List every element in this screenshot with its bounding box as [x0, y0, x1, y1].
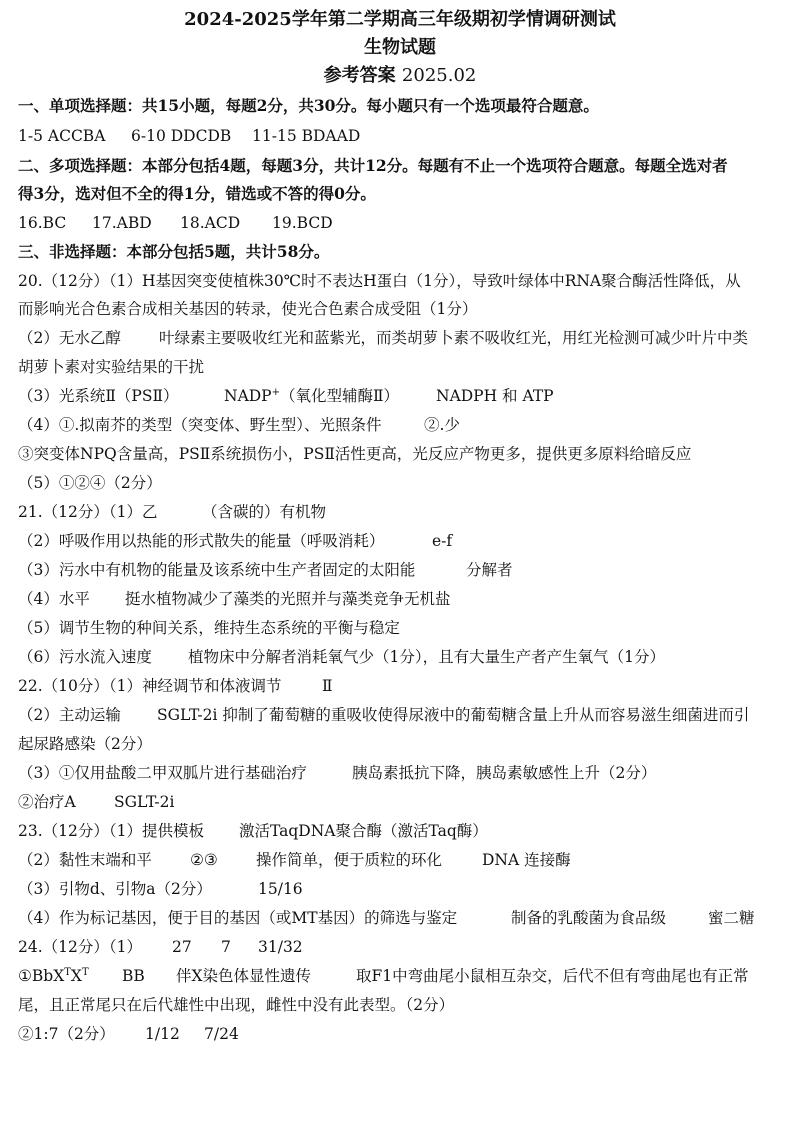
- section2-heading-line2: 得3分，选对但不全的得1分，错选或不答的得0分。: [18, 184, 376, 203]
- q24-part1-answer-b: 27: [172, 938, 192, 956]
- q23-part1-answer-a: 23.（12分）（1）提供模板: [18, 822, 204, 840]
- section2-answer-16: 16.BC: [18, 214, 67, 232]
- q23-part3-answer-a: （3）引物d、引物a（2分）: [18, 880, 212, 898]
- q21-part4-answer-a: （4）水平: [18, 590, 90, 608]
- document-subtitle: 生物试题: [364, 37, 436, 58]
- section1-answer-6-10: 6-10 DDCDB: [131, 127, 232, 145]
- q24-part3-answer-b: 1/12: [145, 1025, 180, 1043]
- q20-part2-answer-b: 叶绿素主要吸收红光和蓝紫光，而类胡萝卜素不吸收红光，用红光检测可减少叶片中类: [159, 329, 749, 347]
- q24-part3-answer-c: 7/24: [204, 1025, 239, 1043]
- section1-answer-1-5: 1-5 ACCBA: [18, 127, 106, 145]
- q23-part2-answer-b: ②③: [190, 851, 218, 869]
- q21-part1-answer-b: （含碳的）有机物: [202, 503, 327, 521]
- section1-heading: 一、单项选择题：共15小题，每题2分，共30分。每小题只有一个选项最符合题意。: [18, 96, 599, 115]
- q24-part2-answer-b: BB: [122, 967, 145, 985]
- q22-part4-answer-b: SGLT-2i: [114, 793, 175, 811]
- q24-part2-genotype: [18, 966, 89, 986]
- q23-part3-answer-b: 15/16: [258, 880, 303, 898]
- q22-part3-answer-b: 胰岛素抵抗下降，胰岛素敏感性上升（2分）: [352, 764, 657, 782]
- answer-key-heading: [0, 66, 800, 86]
- q24-part1-answer-a: 24.（12分）（1）: [18, 938, 142, 956]
- answer-key-label: 参考答案: [323, 65, 396, 86]
- q21-part6-answer-a: （6）污水流入速度: [18, 648, 152, 666]
- q21-part2-answer-a: （2）呼吸作用以热能的形式散失的能量（呼吸消耗）: [18, 532, 385, 550]
- q21-part3-answer-a: （3）污水中有机物的能量及该系统中生产者固定的太阳能: [18, 561, 416, 579]
- section2-answer-18: 18.ACD: [180, 214, 241, 232]
- q24-part2-answer-c: 伴X染色体显性遗传: [176, 967, 312, 985]
- q23-part4-answer-c: 蜜二糖: [708, 909, 755, 927]
- q22-part2-answer-a: （2）主动运输: [18, 706, 121, 724]
- q20-part2-answer-a: （2）无水乙醇: [18, 329, 121, 347]
- section3-heading: 三、非选择题：本部分包括5题，共计58分。: [18, 242, 330, 261]
- q22-part4-answer-a: ②治疗A: [18, 793, 76, 811]
- q23-part2-answer-d: DNA 连接酶: [482, 851, 571, 869]
- q21-part2-answer-b: e-f: [432, 532, 453, 550]
- q21-part1-answer-a: 21.（12分）（1）乙: [18, 503, 158, 521]
- q24-part3-answer-a: ②1:7（2分）: [18, 1025, 115, 1043]
- q20-part4-answer-b: ②.少: [424, 416, 460, 434]
- nadp-note: （氧化型辅酶Ⅱ）: [280, 387, 400, 405]
- genotype-superscript-1: T: [64, 967, 71, 978]
- q24-part2-answer-d: 取F1中弯曲尾小鼠相互杂交，后代不但有弯曲尾也有正常: [356, 967, 749, 985]
- q22-part2-line2: 起尿路感染（2分）: [18, 735, 152, 753]
- section2-heading-line1: 二、多项选择题：本部分包括4题，每题3分，共计12分。每题有不止一个选项符合题意。每题全选对者: [18, 156, 728, 175]
- q21-part3-answer-b: 分解者: [466, 561, 513, 579]
- section2-answer-19: 19.BCD: [272, 214, 333, 232]
- q23-part2-answer-a: （2）黏性末端和平: [18, 851, 152, 869]
- q20-part1-line1: 20.（12分）（1）H基因突变使植株30℃时不表达H蛋白（1分），导致叶绿体中RNA聚合酶活性降低，从: [18, 272, 741, 290]
- q23-part1-answer-b: 激活TaqDNA聚合酶（激活Taq酶）: [239, 822, 488, 840]
- q22-part1-answer-a: 22.（10分）（1）神经调节和体液调节: [18, 677, 282, 695]
- q20-part1-line2: 而影响光合色素合成相关基因的转录，使光合色素合成受阻（1分）: [18, 300, 478, 318]
- genotype-superscript-2: T: [81, 967, 89, 978]
- section2-answer-17: 17.ABD: [92, 214, 152, 232]
- q24-part1-answer-c: 7: [221, 938, 231, 956]
- q24-part2-line2: 尾，且正常尾只在后代雄性中出现，雌性中没有此表型。（2分）: [18, 996, 455, 1014]
- q20-part3-answer-c: NADPH 和 ATP: [436, 387, 554, 405]
- nadp-superscript: +: [271, 387, 281, 398]
- q23-part4-answer-b: 制备的乳酸菌为食品级: [511, 909, 667, 927]
- q20-part5: （5）①②④（2分）: [18, 474, 162, 492]
- nadp-base: NADP: [224, 387, 272, 405]
- section1-answer-11-15: 11-15 BDAAD: [252, 127, 361, 145]
- q22-part3-answer-a: （3）①仅用盐酸二甲双胍片进行基础治疗: [18, 764, 307, 782]
- document-title: 2024-2025学年第二学期高三年级期初学情调研测试: [184, 9, 616, 30]
- q21-part5: （5）调节生物的种间关系，维持生态系统的平衡与稳定: [18, 619, 400, 637]
- q22-part1-answer-b: Ⅱ: [322, 677, 333, 695]
- q23-part2-answer-c: 操作简单，便于质粒的环化: [256, 851, 443, 869]
- q20-part2-line2: 胡萝卜素对实验结果的干扰: [18, 358, 205, 376]
- q24-part1-answer-d: 31/32: [258, 938, 303, 956]
- answer-key-date: 2025.02: [401, 65, 477, 86]
- q21-part4-answer-b: 挺水植物减少了藻类的光照并与藻类竞争无机盐: [125, 590, 451, 608]
- q21-part6-answer-b: 植物床中分解者消耗氧气少（1分），且有大量生产者产生氧气（1分）: [188, 648, 665, 666]
- q23-part4-answer-a: （4）作为标记基因，便于目的基因（或MT基因）的筛选与鉴定: [18, 909, 458, 927]
- q20-part3-answer-a: （3）光系统Ⅱ（PSⅡ）: [18, 387, 179, 405]
- q22-part2-answer-b: SGLT-2i 抑制了葡萄糖的重吸收使得尿液中的葡萄糖含量上升从而容易滋生细菌进而引: [157, 706, 750, 724]
- q20-part3-answer-b: [224, 386, 399, 406]
- genotype-base-2: X: [70, 967, 82, 985]
- genotype-base-1: ①BbX: [18, 967, 65, 985]
- q20-part4-line2: ③突变体NPQ含量高，PSⅡ系统损伤小，PSⅡ活性更高，光反应产物更多，提供更多原料给暗反应: [18, 445, 692, 463]
- q20-part4-answer-a: （4）①.拟南芥的类型（突变体、野生型）、光照条件: [18, 416, 382, 434]
